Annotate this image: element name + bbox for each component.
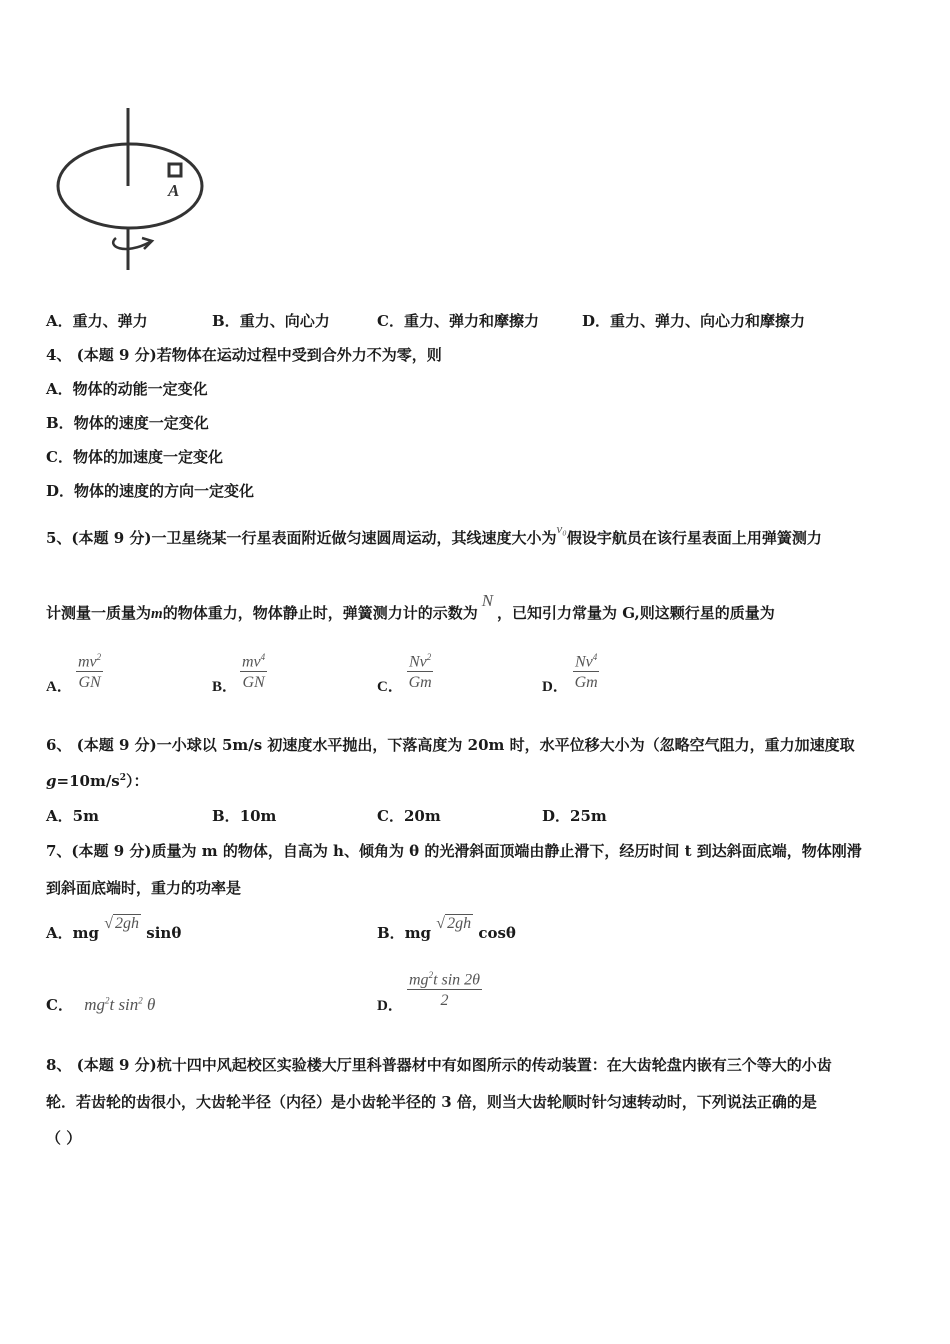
q7-stem-line2: 到斜面底端时，重力的功率是 bbox=[46, 879, 242, 897]
q5-option-c-label[interactable]: C． bbox=[377, 679, 403, 695]
q5-option-a-label[interactable]: A． bbox=[46, 679, 72, 695]
block-a-label: A bbox=[168, 181, 180, 200]
q4-option-b[interactable]: B．物体的速度一定变化 bbox=[46, 414, 209, 432]
q3-option-d[interactable]: D．重力、弹力、向心力和摩擦力 bbox=[582, 312, 806, 330]
q7-option-a[interactable]: A．mg √ 2gh sinθ bbox=[46, 915, 182, 942]
q6-option-a[interactable]: A．5m bbox=[46, 807, 99, 825]
q8-stem-line1: 8、 (本题 9 分)杭十四中风起校区实验楼大厅里科普器材中有如图所示的传动装置：在大齿轮盘内嵌有三个等大的小齿 bbox=[46, 1056, 832, 1074]
q8-stem-line2: 轮．若齿轮的齿很小，大齿轮半径（内径）是小齿轮半径的 3 倍，则当大齿轮顺时针匀速转动时，下列说法正确的是 bbox=[46, 1093, 817, 1111]
q4-option-c[interactable]: C．物体的加速度一定变化 bbox=[46, 448, 223, 466]
q4-option-d[interactable]: D．物体的速度的方向一定变化 bbox=[46, 482, 255, 500]
q5-option-d-fraction: $\frac{Nv^4}{Gm}$ bbox=[574, 652, 598, 692]
q6-option-c[interactable]: C．20m bbox=[377, 807, 441, 825]
q7-option-c[interactable]: C． $mg^2t$ $\sin^2 \theta$ bbox=[46, 995, 156, 1014]
sqrt-2gh: √ 2gh bbox=[436, 915, 472, 932]
q6-stem-line2: $g=10m/s^2$）： bbox=[46, 772, 149, 790]
symbol-v0: v₀ bbox=[556, 521, 567, 536]
q5-stem-line1: 5、(本题 9 分)一卫星绕某一行星表面附近做匀速圆周运动，其线速度大小为v₀假设宇航员在该行星表面上用弹簧测力 bbox=[46, 521, 822, 547]
q3-option-a[interactable]: A．重力、弹力 bbox=[46, 312, 148, 330]
q3-option-b[interactable]: B．重力、向心力 bbox=[212, 312, 330, 330]
q5-stem-line2: 计测量一质量为m的物体重力，物体静止时，弹簧测力计的示数为N，已知引力常量为 G,则这颗行星的质量为 bbox=[46, 591, 775, 622]
q5-option-d-label[interactable]: D． bbox=[542, 679, 568, 695]
q6-stem-line1: 6、 (本题 9 分)一小球以 5m/s 初速度水平抛出，下落高度为 20m 时，水平位移大小为（忽略空气阻力，重力加速度取 bbox=[46, 736, 855, 754]
q6-option-d[interactable]: D．25m bbox=[542, 807, 607, 825]
q3-option-c[interactable]: C．重力、弹力和摩擦力 bbox=[377, 312, 539, 330]
q5-option-b-fraction: $\frac{mv^4}{GN}$ bbox=[242, 652, 266, 692]
q7-stem-line1: 7、(本题 9 分)质量为 m 的物体，自高为 h、倾角为 θ 的光滑斜面顶端由静止滑下，经历时间 t 到达斜面底端，物体刚滑 bbox=[46, 842, 862, 860]
sqrt-2gh: √ 2gh bbox=[104, 915, 140, 932]
q8-stem-line3: （ ） bbox=[46, 1129, 82, 1147]
q7-option-d-fraction: $\frac{mg^2t \sin 2\theta}{2}$ bbox=[409, 970, 481, 1010]
disk-ellipse bbox=[58, 144, 202, 228]
block-a bbox=[169, 164, 181, 176]
q7-option-d-label[interactable]: D． bbox=[377, 998, 403, 1014]
symbol-n: N bbox=[481, 591, 494, 610]
q7-option-b[interactable]: B．mg √ 2gh cosθ bbox=[377, 915, 516, 942]
rotating-disk-figure bbox=[50, 100, 220, 280]
q5-option-c-fraction: $\frac{Nv^2}{Gm}$ bbox=[408, 652, 432, 692]
q4-option-a[interactable]: A．物体的动能一定变化 bbox=[46, 380, 208, 398]
q5-option-a-fraction: $\frac{mv^2}{GN}$ bbox=[78, 652, 102, 692]
q5-option-b-label[interactable]: B． bbox=[212, 679, 238, 695]
q4-stem: 4、 (本题 9 分)若物体在运动过程中受到合外力不为零，则 bbox=[46, 346, 442, 364]
q6-option-b[interactable]: B．10m bbox=[212, 807, 277, 825]
